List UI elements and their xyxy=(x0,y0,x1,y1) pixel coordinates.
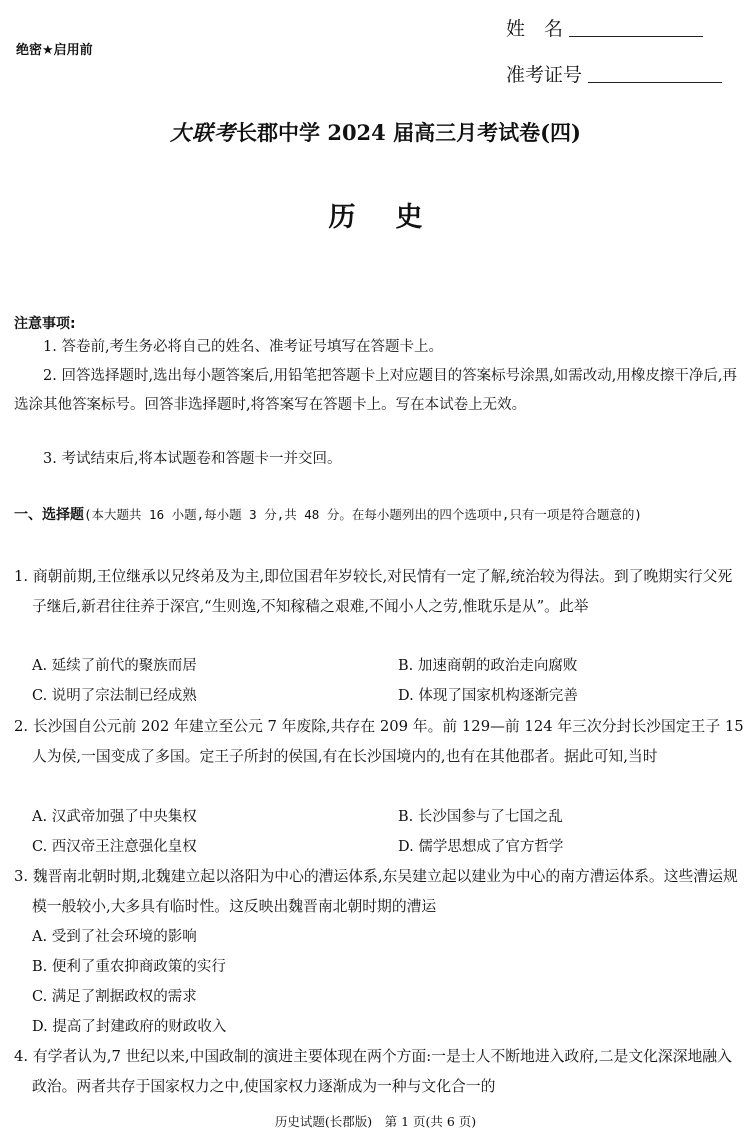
option-d: D. 儒学思想成了官方哲学 xyxy=(398,839,564,855)
option-a: A. 延续了前代的聚族而居 xyxy=(32,658,197,674)
question-3 xyxy=(14,862,744,921)
question-4 xyxy=(14,1042,744,1101)
page-footer: 历史试题(长郡版) 第 1 页(共 6 页) xyxy=(274,1114,477,1129)
name-field xyxy=(506,14,703,41)
section-heading xyxy=(14,500,739,530)
exam-title-text: 长郡中学 2024 届高三月考试卷(四) xyxy=(236,120,581,145)
notice-item: 1. 答卷前,考生务必将自己的姓名、准考证号填写在答题卡上。 xyxy=(43,339,444,355)
option-d: D. 提高了封建政府的财政收入 xyxy=(32,1019,227,1035)
question-stem: 2. 长沙国自公元前 202 年建立至公元 7 年废除,共存在 209 年。前 129—前 124 年三次分封长沙国定王子 15 人为侯,一国变成了多国。定王子所封的侯国,有在长沙国境内的,也有在其他郡者。据此可知,当时 xyxy=(14,718,744,765)
exam-title-brand: 大联考 xyxy=(170,120,237,145)
option-c: C. 西汉帝王注意强化皇权 xyxy=(32,839,197,855)
subject-title: 历史 xyxy=(328,202,463,233)
question-stem: 4. 有学者认为,7 世纪以来,中国政制的演进主要体现在两个方面:一是士人不断地进入政府,二是文化深深地融入政治。两者共存于国家权力之中,使国家权力逐渐成为一种与文化合一的 xyxy=(14,1048,732,1095)
section-title: 一、选择题 xyxy=(14,507,84,523)
question-stem: 3. 魏晋南北朝时期,北魏建立起以洛阳为中心的漕运体系,东吴建立起以建业为中心的南方漕运体系。这些漕运规模一般较小,大多具有临时性。这反映出魏晋南北朝时期的漕运 xyxy=(14,868,738,915)
exam-id-field xyxy=(506,60,722,87)
name-blank-line xyxy=(569,36,703,37)
option-a: A. 受到了社会环境的影响 xyxy=(32,929,197,945)
option-b: B. 便利了重农抑商政策的实行 xyxy=(32,959,226,975)
option-d: D. 体现了国家机构逐渐完善 xyxy=(398,688,578,704)
notice-item: 2. 回答选择题时,选出每小题答案后,用铅笔把答题卡上对应题目的答案标号涂黑,如需改动,用橡皮擦干净后,再选涂其他答案标号。回答非选择题时,将答案写在答题卡上。写在本试卷上无效。 xyxy=(14,368,737,413)
question-2 xyxy=(14,712,744,771)
notice-item: 3. 考试结束后,将本试题卷和答题卡一并交回。 xyxy=(43,451,342,467)
option-c: C. 说明了宗法制已经成熟 xyxy=(32,688,197,704)
section-description: (本大题共 16 小题,每小题 3 分,共 48 分。在每小题列出的四个选项中,只有一项是符合题意的) xyxy=(84,507,642,522)
exam-id-label: 准考证号 xyxy=(506,64,583,86)
exam-title xyxy=(0,117,751,147)
option-b: B. 加速商朝的政治走向腐败 xyxy=(398,658,578,674)
question-1 xyxy=(14,562,744,621)
option-a: A. 汉武帝加强了中央集权 xyxy=(32,809,197,825)
notice-heading: 注意事项: xyxy=(14,316,76,332)
option-b: B. 长沙国参与了七国之乱 xyxy=(398,809,563,825)
exam-id-blank-line xyxy=(588,82,722,83)
option-c: C. 满足了割据政权的需求 xyxy=(32,989,197,1005)
name-label: 姓 名 xyxy=(506,18,564,40)
confidential-label: 绝密★启用前 xyxy=(16,43,93,58)
question-stem: 1. 商朝前期,王位继承以兄终弟及为主,即位国君年岁较长,对民情有一定了解,统治较为得法。到了晚期实行父死子继后,新君往往养于深宫,“生则逸,不知稼穑之艰难,不闻小人之劳,惟耽乐是从”。此举 xyxy=(14,568,733,615)
